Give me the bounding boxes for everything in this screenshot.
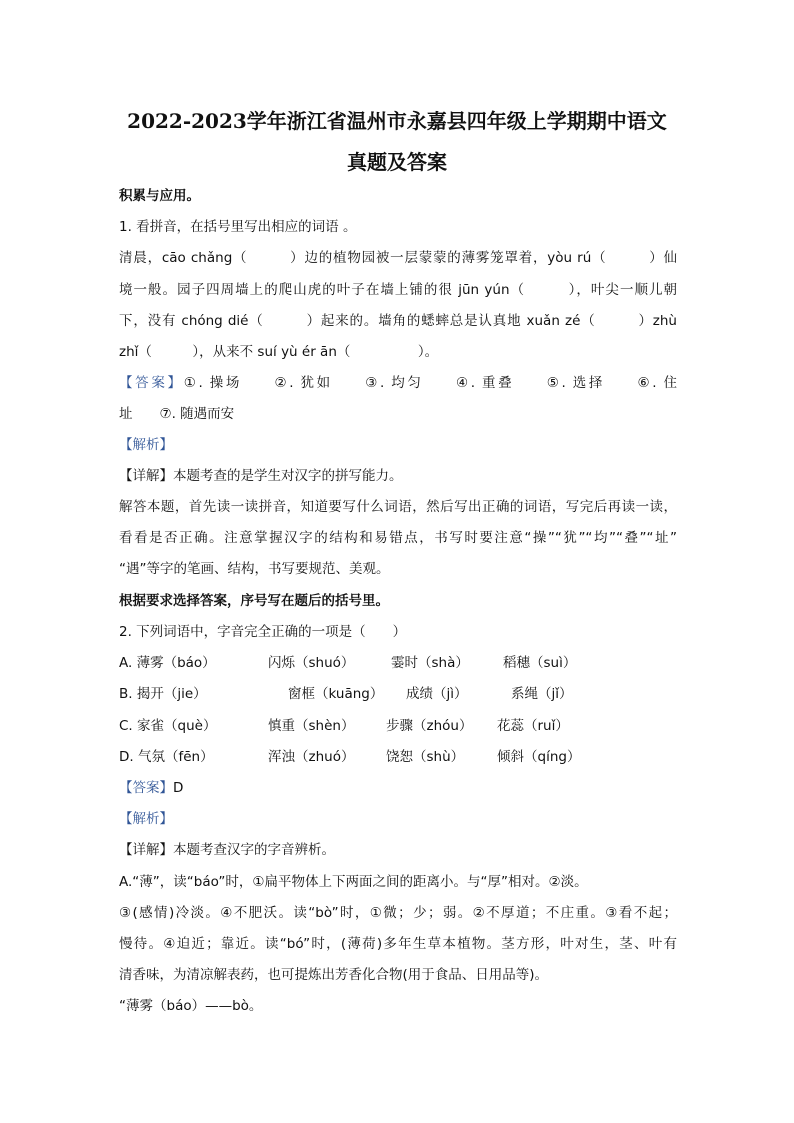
analysis-tag: 【解析】 [119, 811, 173, 827]
q2-option-c-word-4: 花蕊（ruǐ） [497, 718, 569, 734]
q1-explain-line: “遇”等字的笔画、结构，书写要规范、美观。 [119, 561, 390, 577]
q2-stem: 2. 下列词语中，字音完全正确的一项是（ ） [119, 624, 407, 640]
analysis-tag: 【解析】 [119, 437, 173, 453]
q2-option-d-word-2: 浑浊（zhuó） [268, 749, 355, 765]
q2-option-c-word-1: C. 家雀（què） [119, 718, 217, 734]
q1-answer-line [119, 373, 677, 393]
q2-option-c-word-2: 慎重（shèn） [268, 718, 355, 734]
q2-explain-line: 慢待。④迫近；靠近。读“bó”时，(薄荷)多年生草本植物。茎方形，叶对生，茎、叶有 [119, 936, 677, 952]
section-heading-choice: 根据要求选择答案，序号写在题后的括号里。 [119, 593, 389, 609]
document-title-line-2: 真题及答案 [347, 150, 447, 174]
q2-explain-line: A.“薄”，读“báo”时，①扁平物体上下两面之间的距离小。与“厚”相对。②淡。 [119, 874, 588, 890]
q1-answer-line-2: 址 ⑦. 随遇而安 [119, 406, 235, 422]
q2-option-b-word-4: 系绳（jǐ） [511, 686, 573, 702]
q1-stem: 1. 看拼音，在括号里写出相应的词语 。 [119, 219, 357, 235]
q2-option-b-word-2: 窗框（kuāng） [288, 686, 384, 702]
q1-text-line: 境一般。园子四周墙上的爬山虎的叶子在墙上铺的很 jūn yún（ ），叶尖一顺儿朝 [119, 282, 677, 298]
q2-explain-line: “薄雾（báo）——bò。 [119, 998, 263, 1014]
q1-text-line: zhǐ（ ），从来不 suí yù ér ān（ ）。 [119, 344, 439, 360]
q1-text-line: 下，没有 chóng dié（ ）起来的。墙角的蟋蟀总是认真地 xuǎn zé（ ）zhù [119, 313, 677, 329]
q2-option-c-word-3: 步骤（zhóu） [386, 718, 473, 734]
q2-option-b-word-3: 成绩（jì） [406, 686, 468, 702]
q2-explain-line: 清香味，为清凉解表药，也可提炼出芳香化合物(用于食品、日用品等)。 [119, 967, 549, 983]
q2-option-d-word-3: 饶恕（shù） [386, 749, 465, 765]
answer-tag: 【答案】 [119, 780, 173, 796]
q1-answer-text: ①. 操场 ②. 犹如 ③. 均匀 ④. 重叠 ⑤. 选择 ⑥. 住 [183, 375, 677, 391]
q2-detail: 【详解】本题考查汉字的字音辨析。 [119, 842, 335, 858]
q2-option-b-word-1: B. 揭开（jie） [119, 686, 207, 702]
q1-explain-line: 看看是否正确。注意掌握汉字的结构和易错点，书写时要注意“操”“犹”“均”“叠”“址” [119, 530, 677, 546]
q1-text-line: 清晨，cāo chǎng（ ）边的植物园被一层蒙蒙的薄雾笼罩着，yòu rú（ ）仙 [119, 250, 677, 266]
q2-option-a-word-1: A. 薄雾（báo） [119, 655, 216, 671]
q2-answer-line [119, 778, 677, 798]
q2-option-d-word-1: D. 气氛（fēn） [119, 749, 214, 765]
q1-explain-line: 解答本题，首先读一读拼音，知道要写什么词语，然后写出正确的词语，写完后再读一读， [119, 499, 677, 515]
section-heading-accumulation: 积累与应用。 [119, 188, 200, 204]
q2-option-a-word-2: 闪烁（shuó） [268, 655, 355, 671]
q1-detail: 【详解】本题考查的是学生对汉字的拼写能力。 [119, 468, 403, 484]
q2-option-d-word-4: 倾斜（qíng） [497, 749, 581, 765]
q2-option-a-word-4: 稻穗（suì） [503, 655, 577, 671]
q2-answer-value: D [173, 780, 184, 796]
q2-option-a-word-3: 霎时（shà） [391, 655, 469, 671]
q2-explain-line: ③(感情)冷淡。④不肥沃。读“bò”时，①微；少；弱。②不厚道；不庄重。③看不起； [119, 905, 677, 921]
answer-tag: 【答案】 [119, 375, 184, 391]
document-title-line-1: 2022-2023学年浙江省温州市永嘉县四年级上学期期中语文 [127, 109, 667, 133]
